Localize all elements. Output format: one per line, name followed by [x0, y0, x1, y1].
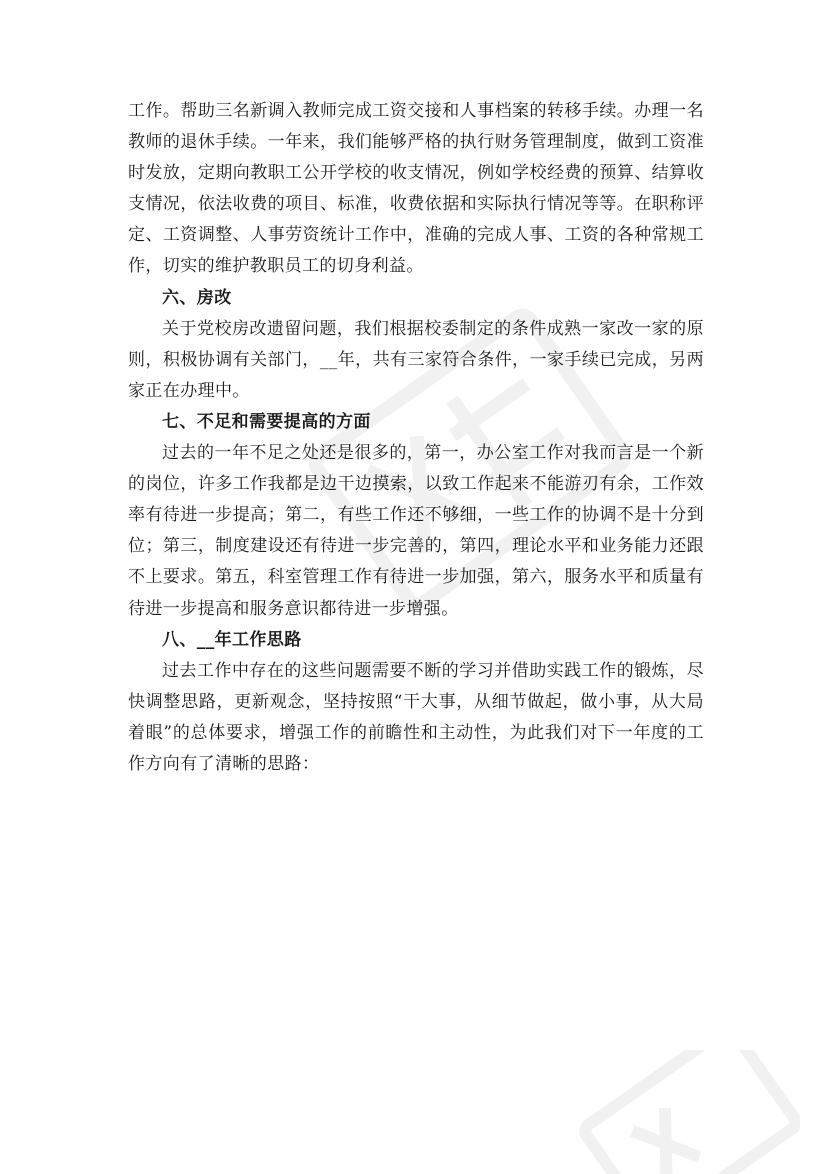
paragraph-intro: 工作。帮助三名新调入教师完成工资交接和人事档案的转移手续。办理一名教师的退休手续。一年来，我们能够严格的执行财务管理制度，做到工资准时发放，定期向教职工公开学校的收支情况，例如学校经费的预算、结算收支情况，依法收费的项目、标准，收费依据和实际执行情况等等。在职称评定、工资调整、人事劳资统计工作中，准确的完成人事、工资的各种常规工作，切实的维护教职员工的切身利益。	[128, 101, 704, 277]
paragraph-housing-reform: 关于党校房改遗留问题，我们根据校委制定的条件成熟一家改一家的原则，积极协调有关部门，__年，共有三家符合条件，一家手续已完成，另两家正在办理中。	[128, 318, 704, 401]
paragraph-shortcomings: 过去的一年不足之处还是很多的，第一，办公室工作对我而言是一个新的岗位，许多工作我都是边干边摸索，以致工作起来不能游刃有余，工作效率有待进一步提高；第二，有些工作还不够细，一些工作的协调不是十分到位；第三，制度建设还有待进一步完善的，第四，理论水平和业务能力还跟不上要求。第五，科室管理工作有待进一步加强，第六，服务水平和质量有待进一步提高和服务意识都待进一步增强。	[128, 443, 704, 619]
section-heading-work-plan: 八、__年工作思路	[162, 629, 302, 650]
paragraph-work-plan: 过去工作中存在的这些问题需要不断的学习并借助实践工作的锻炼，尽快调整思路，更新观念，坚持按照“干大事，从细节做起，做小事，从大局着眼”的总体要求，增强工作的前瞻性和主动性，为此我们对下一年度的工作方向有了清晰的思路：	[128, 660, 704, 774]
watermark-corner-icon	[560, 1050, 800, 1174]
document-body	[128, 96, 704, 780]
section-heading-housing-reform: 六、房改	[162, 287, 232, 308]
section-heading-shortcomings: 七、不足和需要提高的方面	[162, 411, 371, 432]
